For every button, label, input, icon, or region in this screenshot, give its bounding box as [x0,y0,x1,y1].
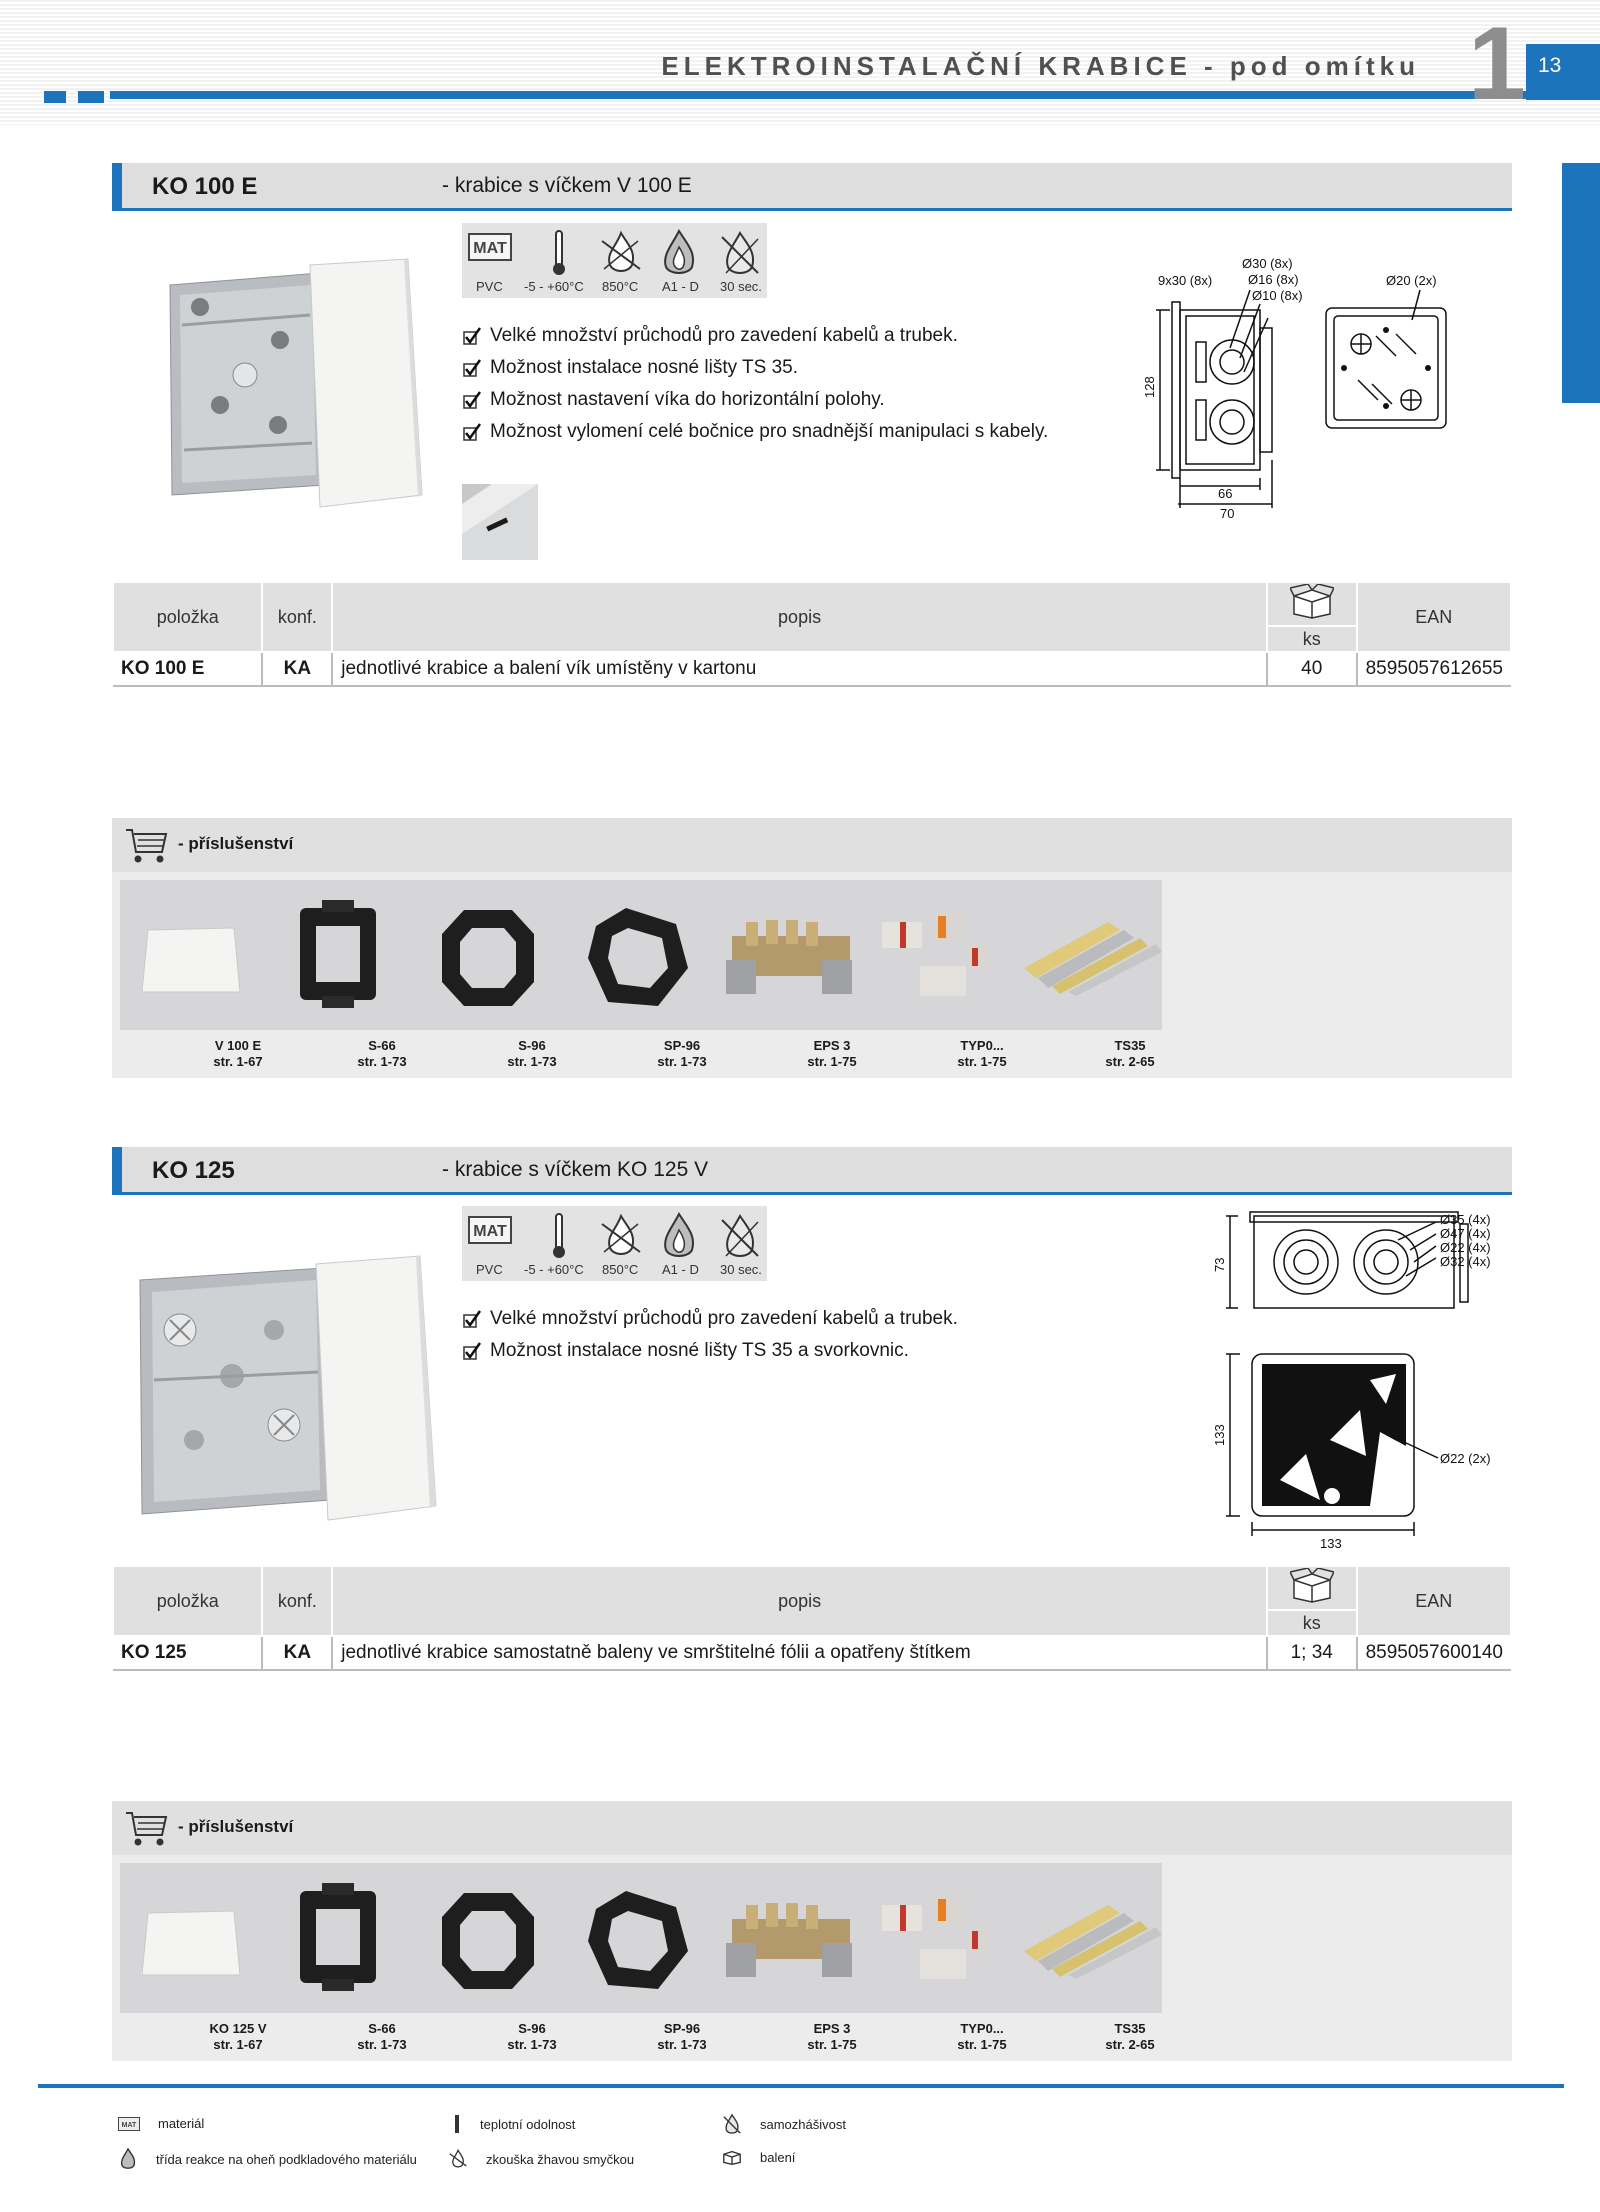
temperature-label: -5 - +60°C [524,1262,584,1277]
fire-class-label: A1 - D [662,279,699,294]
desc-cell: jednotlivé krabice samostatně baleny ve smrštitelné fólii a opatřeny štítkem [332,1636,1267,1670]
product-photo [160,255,430,510]
legend-item: zkouška žhavou smyčkou [448,2148,634,2170]
eps3-thumbnail [726,916,856,998]
property-icon-strip [462,1206,767,1281]
dimension-label: 128 [1142,376,1157,398]
column-header: položka [113,582,262,652]
product-bar [112,163,1512,211]
material-label: PVC [476,1262,503,1277]
typ0-thumbnail [880,1891,990,1991]
dimension-label: 133 [1320,1536,1342,1550]
column-header: konf. [262,1566,332,1636]
svg-text:MAT: MAT [473,240,507,257]
feature-item: Velké množství průchodů pro zavedení kabelů a trubek. [462,1303,958,1335]
accessory-caption: TS35 str. 2-65 [1105,2021,1155,2052]
header-square [78,91,104,103]
thermometer-icon [452,2114,462,2134]
accessories-band [112,1855,1512,2061]
mat-icon [468,233,512,261]
item-cell: KO 100 E [113,652,262,686]
table-row [113,652,1511,686]
accessories-label: - příslušenství [178,1817,294,1836]
page-title: ELEKTROINSTALAČNÍ KRABICE - pod omítku [661,51,1420,81]
spec-table [112,581,1512,687]
dimension-label: Ø32 (4x) [1440,1254,1491,1269]
feature-item: Velké množství průchodů pro zavedení kabelů a trubek. [462,320,1048,352]
accessories-bar [112,818,1512,872]
ean-cell: 8595057600140 [1357,1636,1511,1670]
accessory-caption: EPS 3 str. 1-75 [807,2021,857,2052]
check-icon [462,1309,482,1329]
self-extinguishing-icon [718,1212,762,1260]
product-photo [124,1250,444,1526]
feature-list [462,1303,958,1367]
dimension-label: 70 [1220,506,1235,521]
column-header: popis [332,1566,1267,1636]
product-description: - krabice s víčkem V 100 E [442,174,692,197]
ean-cell: 8595057612655 [1357,652,1511,686]
self-extinguishing-label: 30 sec. [720,279,762,294]
footer-rule [38,2084,1564,2088]
dimension-label: Ø16 (8x) [1248,272,1299,287]
accessory-caption: S-66 str. 1-73 [357,1038,407,1069]
conf-cell: KA [262,652,332,686]
s66-thumbnail [292,898,384,1010]
column-header: položka [113,1566,262,1636]
s96-thumbnail [438,906,538,1010]
header-square [44,91,66,103]
accessory-caption: EPS 3 str. 1-75 [807,1038,857,1069]
header-rule [110,91,1600,99]
temperature-label: -5 - +60°C [524,279,584,294]
cart-icon [124,1809,168,1847]
dimension-label: 66 [1218,486,1233,501]
accessory-caption: KO 125 V str. 1-67 [209,2021,267,2052]
column-header: ks [1267,1610,1357,1636]
cart-icon [124,826,168,864]
typ0-thumbnail [880,908,990,1008]
dimension-label: Ø47 (4x) [1440,1226,1491,1241]
s66-thumbnail [292,1881,384,1993]
eps3-thumbnail [726,1899,856,1981]
fire-class-label: A1 - D [662,1262,699,1277]
glow-wire-icon [448,2148,468,2170]
product-description: - krabice s víčkem KO 125 V [442,1158,709,1181]
self-extinguishing-icon [722,2113,742,2135]
glow-wire-icon [598,1212,644,1260]
sp96-thumbnail [586,906,690,1010]
page-number: 13 [1526,44,1600,100]
technical-drawing [1210,1210,1510,1550]
svg-text:MAT: MAT [121,2121,137,2129]
accessories-photo [120,880,1162,1030]
legend-item: balení [722,2148,795,2166]
accessory-caption: SP-96 str. 1-73 [657,1038,707,1069]
dimension-label: Ø22 (4x) [1440,1240,1491,1255]
accessory-caption: S-96 str. 1-73 [507,1038,557,1069]
table-row [113,1636,1511,1670]
feature-item: Možnost vylomení celé bočnice pro snadnější manipulaci s kabely. [462,416,1048,448]
accessory-caption: TYP0... str. 1-75 [957,1038,1007,1069]
item-cell: KO 125 [113,1636,262,1670]
glow-wire-label: 850°C [602,279,639,294]
dimension-label: Ø22 (2x) [1440,1451,1491,1466]
check-icon [462,326,482,346]
property-icon-strip [462,223,767,298]
column-header: ks [1267,626,1357,652]
thermometer-icon [550,229,568,277]
accessory-caption: TS35 str. 2-65 [1105,1038,1155,1069]
dimension-label: 133 [1212,1424,1227,1446]
dimension-label: Ø10 (8x) [1252,288,1303,303]
product-code: KO 100 E [152,173,258,200]
feature-item: Možnost nastavení víka do horizontální polohy. [462,384,1048,416]
accessories-bar [112,1801,1512,1855]
legend-item: třída reakce na oheň podkladového materiálu [118,2148,417,2170]
accessory-caption: SP-96 str. 1-73 [657,2021,707,2052]
conf-cell: KA [262,1636,332,1670]
feature-list [462,320,1048,448]
accessories-photo [120,1863,1162,2013]
accessories-band [112,872,1512,1078]
dimension-label: 73 [1212,1257,1227,1272]
qty-cell: 1; 34 [1267,1636,1357,1670]
spec-table [112,1565,1512,1671]
ts35-thumbnail [1024,1899,1164,1979]
legend-item: samozhášivost [722,2113,846,2135]
dimension-label: 9x30 (8x) [1158,273,1213,288]
mat-icon [468,1216,512,1244]
glow-wire-label: 850°C [602,1262,639,1277]
accessory-caption: S-66 str. 1-73 [357,2021,407,2052]
desc-cell: jednotlivé krabice a balení vík umístěny v kartonu [332,652,1267,686]
dimension-label: Ø20 (2x) [1386,273,1437,288]
feature-item: Možnost instalace nosné lišty TS 35. [462,352,1048,384]
technical-drawing [1140,250,1460,530]
legend-item: MAT materiál [118,2116,204,2131]
svg-text:MAT: MAT [473,1223,507,1240]
column-header: konf. [262,582,332,652]
flame-icon [658,1212,700,1260]
column-header: popis [332,582,1267,652]
material-label: PVC [476,279,503,294]
package-icon [1267,582,1357,626]
detail-photo [462,484,538,560]
check-icon [462,1341,482,1361]
side-tab [1562,163,1600,403]
product-bar [112,1147,1512,1195]
check-icon [462,422,482,442]
qty-cell: 40 [1267,652,1357,686]
self-extinguishing-icon [718,229,762,277]
ts35-thumbnail [1024,916,1164,996]
column-header: EAN [1357,1566,1511,1636]
self-extinguishing-label: 30 sec. [720,1262,762,1277]
sp96-thumbnail [586,1889,690,1993]
flame-icon [658,229,700,277]
dimension-label: Ø30 (8x) [1242,256,1293,271]
package-icon [722,2148,742,2166]
accessory-caption: TYP0... str. 1-75 [957,2021,1007,2052]
accessories-label: - příslušenství [178,834,294,853]
check-icon [462,390,482,410]
chapter-number: 1 [1468,6,1526,122]
dimension-label: Ø35 (4x) [1440,1212,1491,1227]
mat-icon [118,2117,140,2131]
lid-thumbnail [142,1909,242,1977]
lid-thumbnail [142,926,242,994]
s96-thumbnail [438,1889,538,1993]
accessory-caption: S-96 str. 1-73 [507,2021,557,2052]
package-icon [1267,1566,1357,1610]
flame-icon [118,2148,138,2170]
legend-item: teplotní odolnost [452,2114,575,2134]
check-icon [462,358,482,378]
glow-wire-icon [598,229,644,277]
column-header: EAN [1357,582,1511,652]
feature-item: Možnost instalace nosné lišty TS 35 a svorkovnic. [462,1335,958,1367]
product-code: KO 125 [152,1157,235,1184]
accessory-caption: V 100 E str. 1-67 [213,1038,263,1069]
thermometer-icon [550,1212,568,1260]
